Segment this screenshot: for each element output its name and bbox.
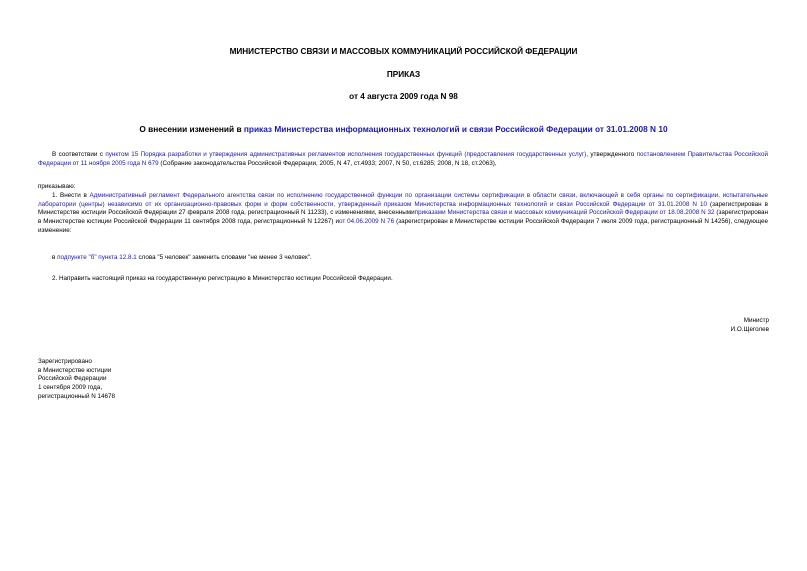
preamble-link-procedure[interactable]: пунктом 15 Порядка разработки и утверждения административных регламентов исполнения государственных функций (предоставления государственных услуг) — [105, 151, 587, 158]
item1-text-2: (зарегистрирован в Министерстве юстиции Российской Федерации 27 февраля 2008 года, регистрационный N 11233), с изменениями, внесенными — [38, 200, 768, 217]
item1-link-orders[interactable]: приказами Министерства связи и массовых коммуникаций Российской Федерации от 18.08.2008 N 32 — [414, 209, 715, 217]
item1-text-4: (зарегистрирован в Министерстве юстиции Российской Федерации 7 июля 2009 года, регистрационный N 14256), следующее изменение: — [38, 218, 768, 234]
preamble-text-2: , утвержденного — [586, 151, 637, 158]
registration-line-5: регистрационный N 14678 — [38, 392, 116, 400]
preamble-text-1: В соответствии с — [52, 151, 106, 158]
item1-text-1: 1. Внести в — [52, 192, 90, 199]
amendment-paragraph — [38, 254, 768, 263]
document-type: ПРИКАЗ — [386, 70, 421, 79]
order-word: приказываю: — [38, 183, 76, 190]
registration-block — [38, 358, 115, 402]
amend-text-2: слова "5 человек" заменить словами "не менее 3 человек". — [136, 254, 312, 261]
registration-line-3: Российской Федерации — [38, 375, 107, 383]
ministry-heading: МИНИСТЕРСТВО СВЯЗИ И МАССОВЫХ КОММУНИКАЦИЙ РОССИЙСКОЙ ФЕДЕРАЦИИ — [229, 47, 578, 56]
subject-link[interactable]: приказ Министерства информационных технологий и связи Российской Федерации от 31.01.2008 N 10 — [243, 124, 668, 134]
item-2-paragraph: 2. Направить настоящий приказ на государственную регистрацию в Министерство юстиции Российской Федерации. — [52, 275, 393, 282]
document-subject — [0, 124, 807, 134]
signature-name: И.О.Щеголев — [730, 325, 769, 333]
amend-text-1: в — [52, 254, 58, 261]
preamble-link-resolution[interactable]: постановлением Правительства Российской Федерации от 11 ноября 2005 года N 679 — [38, 151, 768, 167]
document-date-number: от 4 августа 2009 года N 98 — [349, 92, 458, 101]
subject-prefix: О внесении изменений в — [139, 124, 244, 134]
item1-link-regulation[interactable]: Административный регламент Федерального агентства связи по исполнению государственной функции по организации системы сертификации в области связи, включающей в себя органы по сертификации, испытательные лаборатории (центры) независимо от их организационно-правовых форм и форм собственности, утвержденный приказом Министерства информационных технологий и связи Российской Федерации от 31.01.2008 N 10 — [38, 192, 769, 208]
preamble-text-3: (Собрание законодательства Российской Федерации, 2005, N 47, ст.4933; 2007, N 50, ст.6285; 2008, N 18, ст.2063), — [158, 159, 497, 167]
item1-link-order-76[interactable]: от 04.06.2009 N 76 — [338, 218, 395, 226]
item1-text-3: (зарегистрирован в Министерстве юстиции Российской Федерации 11 сентября 2008 года, регистрационный N 12267) и — [38, 209, 769, 226]
signature-title: Министр — [743, 317, 769, 324]
preamble-paragraph — [38, 151, 768, 168]
item-1-paragraph — [38, 192, 768, 236]
registration-line-4: 1 сентября 2009 года, — [38, 384, 103, 392]
registration-line-2: в Министерстве юстиции — [38, 366, 112, 374]
registration-line-1: Зарегистрировано — [38, 358, 92, 365]
signature-block — [731, 317, 769, 334]
amend-link-subpoint[interactable]: подпункте "б" пункта 12.8.1 — [57, 254, 137, 261]
